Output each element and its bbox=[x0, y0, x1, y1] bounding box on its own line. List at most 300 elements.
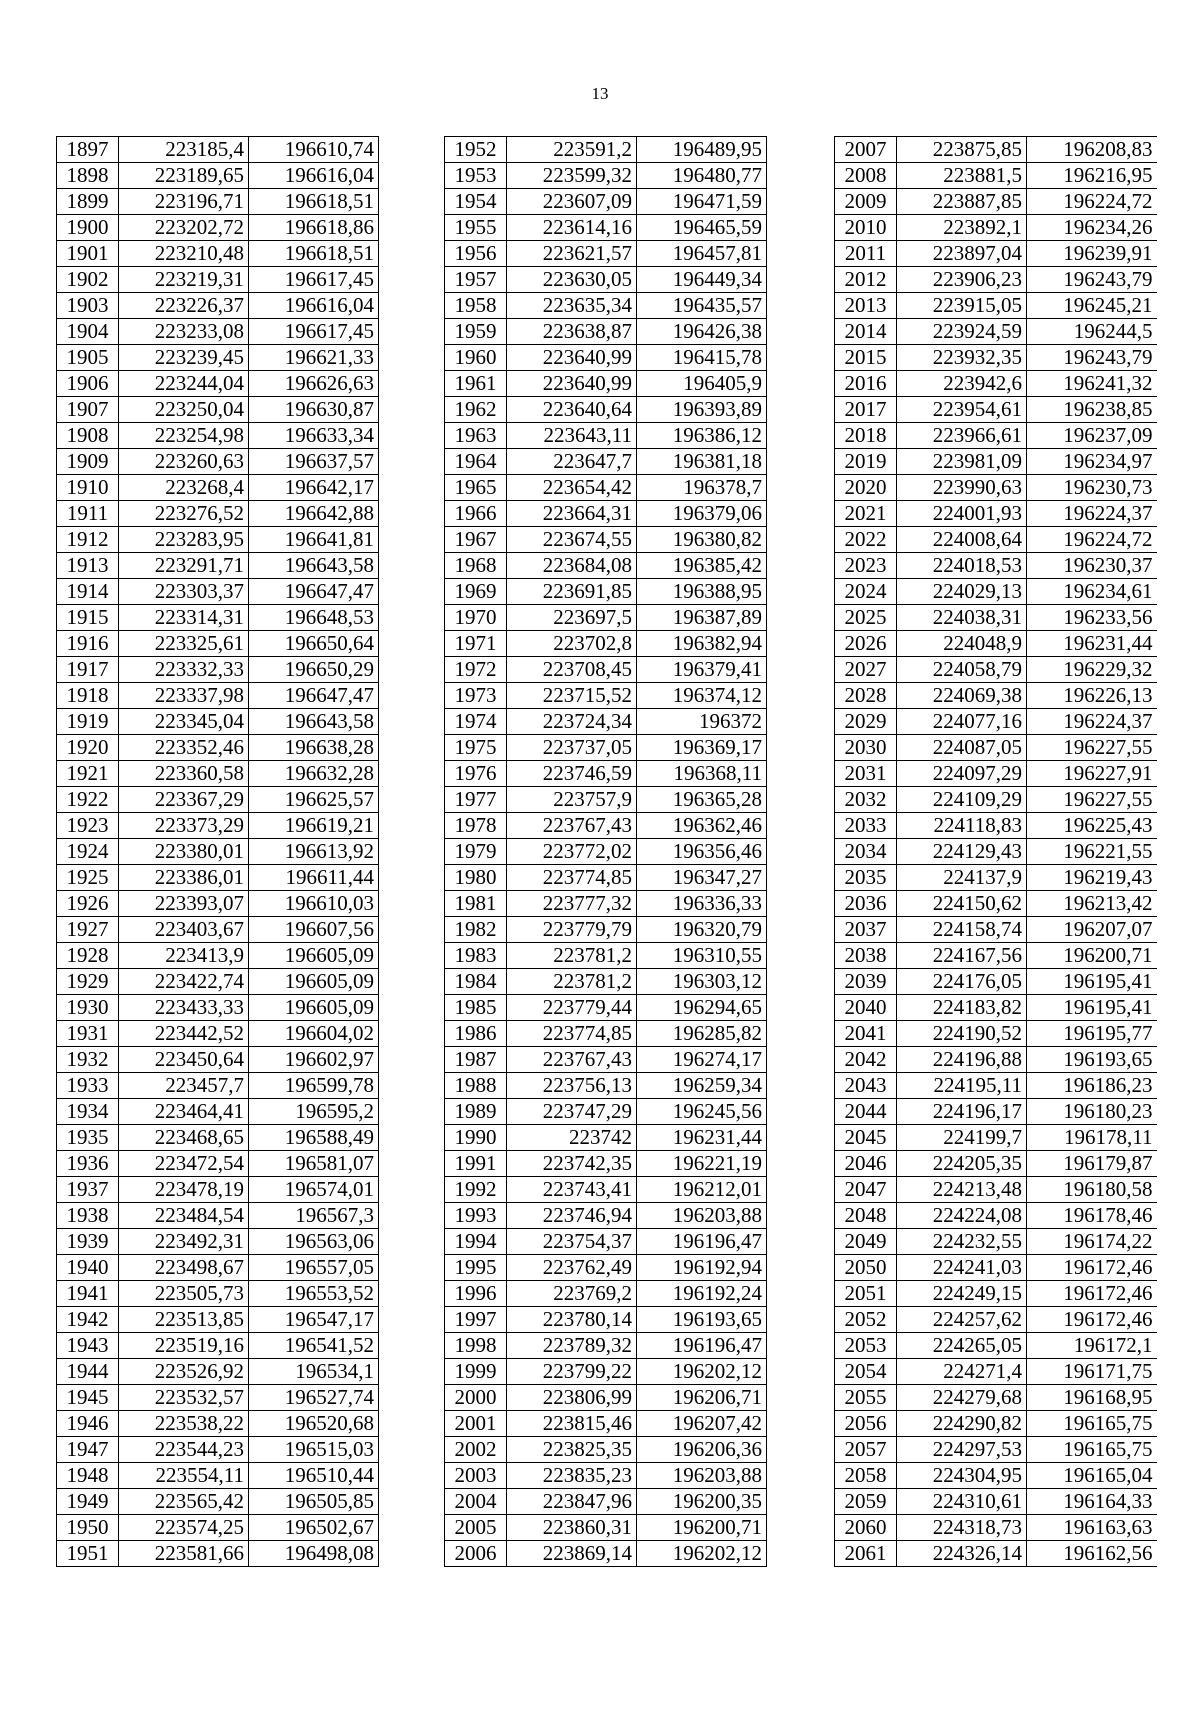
point-number-cell: 1983 bbox=[445, 943, 507, 969]
y-coordinate-cell: 196224,72 bbox=[1027, 189, 1157, 215]
point-number-cell: 2046 bbox=[835, 1151, 897, 1177]
table-row bbox=[445, 839, 767, 865]
y-coordinate-cell: 196607,56 bbox=[249, 917, 379, 943]
x-coordinate-cell: 223772,02 bbox=[507, 839, 637, 865]
table-row bbox=[57, 1255, 379, 1281]
y-coordinate-cell: 196202,12 bbox=[637, 1541, 767, 1567]
table-row bbox=[57, 553, 379, 579]
y-coordinate-cell: 196164,33 bbox=[1027, 1489, 1157, 1515]
table-row bbox=[445, 917, 767, 943]
table-row bbox=[445, 527, 767, 553]
x-coordinate-cell: 223373,29 bbox=[119, 813, 249, 839]
table-row bbox=[57, 371, 379, 397]
point-number-cell: 1954 bbox=[445, 189, 507, 215]
y-coordinate-cell: 196510,44 bbox=[249, 1463, 379, 1489]
point-number-cell: 1904 bbox=[57, 319, 119, 345]
x-coordinate-cell: 224158,74 bbox=[897, 917, 1027, 943]
table-row bbox=[57, 1359, 379, 1385]
y-coordinate-cell: 196172,46 bbox=[1027, 1255, 1157, 1281]
table-row bbox=[445, 1437, 767, 1463]
x-coordinate-cell: 223433,33 bbox=[119, 995, 249, 1021]
x-coordinate-cell: 223403,67 bbox=[119, 917, 249, 943]
table-row bbox=[835, 1203, 1157, 1229]
y-coordinate-cell: 196553,52 bbox=[249, 1281, 379, 1307]
y-coordinate-cell: 196206,71 bbox=[637, 1385, 767, 1411]
table-row bbox=[835, 813, 1157, 839]
point-number-cell: 1947 bbox=[57, 1437, 119, 1463]
x-coordinate-cell: 224257,62 bbox=[897, 1307, 1027, 1333]
y-coordinate-cell: 196208,83 bbox=[1027, 137, 1157, 163]
y-coordinate-cell: 196642,17 bbox=[249, 475, 379, 501]
y-coordinate-cell: 196386,12 bbox=[637, 423, 767, 449]
x-coordinate-cell: 223478,19 bbox=[119, 1177, 249, 1203]
point-number-cell: 1978 bbox=[445, 813, 507, 839]
point-number-cell: 1908 bbox=[57, 423, 119, 449]
table-row bbox=[445, 1229, 767, 1255]
x-coordinate-cell: 223635,34 bbox=[507, 293, 637, 319]
point-number-cell: 1948 bbox=[57, 1463, 119, 1489]
point-number-cell: 2013 bbox=[835, 293, 897, 319]
y-coordinate-cell: 196638,28 bbox=[249, 735, 379, 761]
x-coordinate-cell: 224176,05 bbox=[897, 969, 1027, 995]
point-number-cell: 1912 bbox=[57, 527, 119, 553]
point-number-cell: 2022 bbox=[835, 527, 897, 553]
y-coordinate-cell: 196179,87 bbox=[1027, 1151, 1157, 1177]
point-number-cell: 2016 bbox=[835, 371, 897, 397]
table-row bbox=[57, 137, 379, 163]
point-number-cell: 1918 bbox=[57, 683, 119, 709]
y-coordinate-cell: 196203,88 bbox=[637, 1203, 767, 1229]
y-coordinate-cell: 196174,22 bbox=[1027, 1229, 1157, 1255]
table-row bbox=[57, 1099, 379, 1125]
y-coordinate-cell: 196617,45 bbox=[249, 319, 379, 345]
y-coordinate-cell: 196227,55 bbox=[1027, 735, 1157, 761]
y-coordinate-cell: 196381,18 bbox=[637, 449, 767, 475]
x-coordinate-cell: 223202,72 bbox=[119, 215, 249, 241]
y-coordinate-cell: 196502,67 bbox=[249, 1515, 379, 1541]
y-coordinate-cell: 196213,42 bbox=[1027, 891, 1157, 917]
x-coordinate-cell: 223352,46 bbox=[119, 735, 249, 761]
point-number-cell: 2052 bbox=[835, 1307, 897, 1333]
x-coordinate-cell: 223897,04 bbox=[897, 241, 1027, 267]
y-coordinate-cell: 196362,46 bbox=[637, 813, 767, 839]
point-number-cell: 1987 bbox=[445, 1047, 507, 1073]
y-coordinate-cell: 196617,45 bbox=[249, 267, 379, 293]
x-coordinate-cell: 223283,95 bbox=[119, 527, 249, 553]
y-coordinate-cell: 196178,11 bbox=[1027, 1125, 1157, 1151]
point-number-cell: 2009 bbox=[835, 189, 897, 215]
table-row bbox=[835, 1151, 1157, 1177]
y-coordinate-cell: 196172,46 bbox=[1027, 1307, 1157, 1333]
table-row bbox=[445, 1021, 767, 1047]
point-number-cell: 1907 bbox=[57, 397, 119, 423]
y-coordinate-cell: 196230,73 bbox=[1027, 475, 1157, 501]
point-number-cell: 2059 bbox=[835, 1489, 897, 1515]
table-row bbox=[835, 1333, 1157, 1359]
point-number-cell: 1973 bbox=[445, 683, 507, 709]
point-number-cell: 1959 bbox=[445, 319, 507, 345]
table-row bbox=[445, 1255, 767, 1281]
y-coordinate-cell: 196379,06 bbox=[637, 501, 767, 527]
x-coordinate-cell: 223554,11 bbox=[119, 1463, 249, 1489]
table-row bbox=[835, 397, 1157, 423]
y-coordinate-cell: 196563,06 bbox=[249, 1229, 379, 1255]
y-coordinate-cell: 196234,97 bbox=[1027, 449, 1157, 475]
table-row bbox=[445, 1203, 767, 1229]
y-coordinate-cell: 196238,85 bbox=[1027, 397, 1157, 423]
table-row bbox=[57, 163, 379, 189]
point-number-cell: 1957 bbox=[445, 267, 507, 293]
y-coordinate-cell: 196368,11 bbox=[637, 761, 767, 787]
point-number-cell: 2005 bbox=[445, 1515, 507, 1541]
x-coordinate-cell: 223742 bbox=[507, 1125, 637, 1151]
y-coordinate-cell: 196226,13 bbox=[1027, 683, 1157, 709]
x-coordinate-cell: 223737,05 bbox=[507, 735, 637, 761]
point-number-cell: 2007 bbox=[835, 137, 897, 163]
x-coordinate-cell: 223769,2 bbox=[507, 1281, 637, 1307]
y-coordinate-cell: 196595,2 bbox=[249, 1099, 379, 1125]
table-row bbox=[57, 839, 379, 865]
point-number-cell: 1998 bbox=[445, 1333, 507, 1359]
point-number-cell: 1955 bbox=[445, 215, 507, 241]
table-row bbox=[835, 1307, 1157, 1333]
y-coordinate-cell: 196426,38 bbox=[637, 319, 767, 345]
y-coordinate-cell: 196379,41 bbox=[637, 657, 767, 683]
point-number-cell: 2060 bbox=[835, 1515, 897, 1541]
x-coordinate-cell: 223450,64 bbox=[119, 1047, 249, 1073]
point-number-cell: 1943 bbox=[57, 1333, 119, 1359]
x-coordinate-cell: 223779,44 bbox=[507, 995, 637, 1021]
point-number-cell: 1953 bbox=[445, 163, 507, 189]
point-number-cell: 2006 bbox=[445, 1541, 507, 1567]
x-coordinate-cell: 224213,48 bbox=[897, 1177, 1027, 1203]
point-number-cell: 1897 bbox=[57, 137, 119, 163]
point-number-cell: 1926 bbox=[57, 891, 119, 917]
x-coordinate-cell: 223413,9 bbox=[119, 943, 249, 969]
x-coordinate-cell: 224118,83 bbox=[897, 813, 1027, 839]
y-coordinate-cell: 196192,24 bbox=[637, 1281, 767, 1307]
x-coordinate-cell: 224326,14 bbox=[897, 1541, 1027, 1567]
point-number-cell: 2029 bbox=[835, 709, 897, 735]
y-coordinate-cell: 196200,71 bbox=[637, 1515, 767, 1541]
x-coordinate-cell: 223260,63 bbox=[119, 449, 249, 475]
y-coordinate-cell: 196186,23 bbox=[1027, 1073, 1157, 1099]
point-number-cell: 1981 bbox=[445, 891, 507, 917]
x-coordinate-cell: 223498,67 bbox=[119, 1255, 249, 1281]
x-coordinate-cell: 224087,05 bbox=[897, 735, 1027, 761]
table-row bbox=[835, 371, 1157, 397]
x-coordinate-cell: 223614,16 bbox=[507, 215, 637, 241]
x-coordinate-cell: 224290,82 bbox=[897, 1411, 1027, 1437]
y-coordinate-cell: 196604,02 bbox=[249, 1021, 379, 1047]
table-row bbox=[445, 189, 767, 215]
point-number-cell: 2057 bbox=[835, 1437, 897, 1463]
y-coordinate-cell: 196356,46 bbox=[637, 839, 767, 865]
table-row bbox=[445, 657, 767, 683]
table-row bbox=[835, 657, 1157, 683]
x-coordinate-cell: 224310,61 bbox=[897, 1489, 1027, 1515]
point-number-cell: 2027 bbox=[835, 657, 897, 683]
point-number-cell: 1946 bbox=[57, 1411, 119, 1437]
x-coordinate-cell: 223654,42 bbox=[507, 475, 637, 501]
table-row bbox=[835, 319, 1157, 345]
table-row bbox=[57, 1437, 379, 1463]
y-coordinate-cell: 196643,58 bbox=[249, 709, 379, 735]
x-coordinate-cell: 223189,65 bbox=[119, 163, 249, 189]
point-number-cell: 1991 bbox=[445, 1151, 507, 1177]
y-coordinate-cell: 196610,74 bbox=[249, 137, 379, 163]
y-coordinate-cell: 196310,55 bbox=[637, 943, 767, 969]
x-coordinate-cell: 223532,57 bbox=[119, 1385, 249, 1411]
table-row bbox=[835, 1463, 1157, 1489]
x-coordinate-cell: 223691,85 bbox=[507, 579, 637, 605]
point-number-cell: 1928 bbox=[57, 943, 119, 969]
point-number-cell: 1913 bbox=[57, 553, 119, 579]
table-row bbox=[835, 1177, 1157, 1203]
point-number-cell: 2001 bbox=[445, 1411, 507, 1437]
x-coordinate-cell: 224097,29 bbox=[897, 761, 1027, 787]
table-row bbox=[445, 267, 767, 293]
y-coordinate-cell: 196505,85 bbox=[249, 1489, 379, 1515]
point-number-cell: 2004 bbox=[445, 1489, 507, 1515]
y-coordinate-cell: 196195,77 bbox=[1027, 1021, 1157, 1047]
point-number-cell: 1956 bbox=[445, 241, 507, 267]
x-coordinate-cell: 224150,62 bbox=[897, 891, 1027, 917]
table-row bbox=[445, 1359, 767, 1385]
point-number-cell: 2034 bbox=[835, 839, 897, 865]
point-number-cell: 1927 bbox=[57, 917, 119, 943]
table-row bbox=[57, 449, 379, 475]
x-coordinate-cell: 224129,43 bbox=[897, 839, 1027, 865]
x-coordinate-cell: 223254,98 bbox=[119, 423, 249, 449]
x-coordinate-cell: 224318,73 bbox=[897, 1515, 1027, 1541]
table-row bbox=[835, 527, 1157, 553]
x-coordinate-cell: 224232,55 bbox=[897, 1229, 1027, 1255]
table-row bbox=[57, 1151, 379, 1177]
y-coordinate-cell: 196498,08 bbox=[249, 1541, 379, 1567]
y-coordinate-cell: 196244,5 bbox=[1027, 319, 1157, 345]
y-coordinate-cell: 196231,44 bbox=[637, 1125, 767, 1151]
x-coordinate-cell: 223380,01 bbox=[119, 839, 249, 865]
table-row bbox=[57, 605, 379, 631]
point-number-cell: 1971 bbox=[445, 631, 507, 657]
x-coordinate-cell: 223767,43 bbox=[507, 813, 637, 839]
table-row bbox=[57, 1203, 379, 1229]
point-number-cell: 2049 bbox=[835, 1229, 897, 1255]
table-row bbox=[57, 1229, 379, 1255]
y-coordinate-cell: 196613,92 bbox=[249, 839, 379, 865]
table-row bbox=[835, 683, 1157, 709]
x-coordinate-cell: 224297,53 bbox=[897, 1437, 1027, 1463]
y-coordinate-cell: 196163,63 bbox=[1027, 1515, 1157, 1541]
point-number-cell: 2043 bbox=[835, 1073, 897, 1099]
y-coordinate-cell: 196385,42 bbox=[637, 553, 767, 579]
table-row bbox=[445, 163, 767, 189]
point-number-cell: 2055 bbox=[835, 1385, 897, 1411]
point-number-cell: 1974 bbox=[445, 709, 507, 735]
point-number-cell: 2002 bbox=[445, 1437, 507, 1463]
y-coordinate-cell: 196547,17 bbox=[249, 1307, 379, 1333]
y-coordinate-cell: 196471,59 bbox=[637, 189, 767, 215]
y-coordinate-cell: 196229,32 bbox=[1027, 657, 1157, 683]
table-row bbox=[445, 761, 767, 787]
point-number-cell: 1994 bbox=[445, 1229, 507, 1255]
y-coordinate-cell: 196224,37 bbox=[1027, 709, 1157, 735]
y-coordinate-cell: 196637,57 bbox=[249, 449, 379, 475]
x-coordinate-cell: 224304,95 bbox=[897, 1463, 1027, 1489]
point-number-cell: 1934 bbox=[57, 1099, 119, 1125]
point-number-cell: 2038 bbox=[835, 943, 897, 969]
y-coordinate-cell: 196234,26 bbox=[1027, 215, 1157, 241]
x-coordinate-cell: 223777,32 bbox=[507, 891, 637, 917]
x-coordinate-cell: 223781,2 bbox=[507, 969, 637, 995]
x-coordinate-cell: 224241,03 bbox=[897, 1255, 1027, 1281]
x-coordinate-cell: 224205,35 bbox=[897, 1151, 1027, 1177]
point-number-cell: 2033 bbox=[835, 813, 897, 839]
table-row bbox=[445, 475, 767, 501]
point-number-cell: 1919 bbox=[57, 709, 119, 735]
x-coordinate-cell: 223250,04 bbox=[119, 397, 249, 423]
table-row bbox=[57, 813, 379, 839]
x-coordinate-cell: 223337,98 bbox=[119, 683, 249, 709]
table-row bbox=[445, 1515, 767, 1541]
y-coordinate-cell: 196239,91 bbox=[1027, 241, 1157, 267]
point-number-cell: 1903 bbox=[57, 293, 119, 319]
y-coordinate-cell: 196207,07 bbox=[1027, 917, 1157, 943]
x-coordinate-cell: 224058,79 bbox=[897, 657, 1027, 683]
x-coordinate-cell: 224001,93 bbox=[897, 501, 1027, 527]
x-coordinate-cell: 223599,32 bbox=[507, 163, 637, 189]
table-row bbox=[57, 709, 379, 735]
x-coordinate-cell: 223847,96 bbox=[507, 1489, 637, 1515]
table-row bbox=[445, 501, 767, 527]
y-coordinate-cell: 196610,03 bbox=[249, 891, 379, 917]
y-coordinate-cell: 196648,53 bbox=[249, 605, 379, 631]
x-coordinate-cell: 223519,16 bbox=[119, 1333, 249, 1359]
point-number-cell: 2008 bbox=[835, 163, 897, 189]
table-row bbox=[57, 735, 379, 761]
y-coordinate-cell: 196203,88 bbox=[637, 1463, 767, 1489]
table-row bbox=[445, 241, 767, 267]
x-coordinate-cell: 223607,09 bbox=[507, 189, 637, 215]
point-number-cell: 1986 bbox=[445, 1021, 507, 1047]
x-coordinate-cell: 224018,53 bbox=[897, 553, 1027, 579]
x-coordinate-cell: 223332,33 bbox=[119, 657, 249, 683]
point-number-cell: 1910 bbox=[57, 475, 119, 501]
table-row bbox=[835, 839, 1157, 865]
coordinates-table-3 bbox=[834, 136, 1157, 1567]
x-coordinate-cell: 223276,52 bbox=[119, 501, 249, 527]
y-coordinate-cell: 196180,23 bbox=[1027, 1099, 1157, 1125]
y-coordinate-cell: 196369,17 bbox=[637, 735, 767, 761]
x-coordinate-cell: 223244,04 bbox=[119, 371, 249, 397]
point-number-cell: 2035 bbox=[835, 865, 897, 891]
point-number-cell: 1952 bbox=[445, 137, 507, 163]
y-coordinate-cell: 196380,82 bbox=[637, 527, 767, 553]
y-coordinate-cell: 196618,86 bbox=[249, 215, 379, 241]
table-row bbox=[835, 501, 1157, 527]
table-row bbox=[445, 683, 767, 709]
point-number-cell: 1939 bbox=[57, 1229, 119, 1255]
point-number-cell: 1942 bbox=[57, 1307, 119, 1333]
table-row bbox=[57, 475, 379, 501]
x-coordinate-cell: 223835,23 bbox=[507, 1463, 637, 1489]
table-row bbox=[445, 293, 767, 319]
table-row bbox=[835, 1229, 1157, 1255]
x-coordinate-cell: 224167,56 bbox=[897, 943, 1027, 969]
y-coordinate-cell: 196195,41 bbox=[1027, 995, 1157, 1021]
x-coordinate-cell: 223574,25 bbox=[119, 1515, 249, 1541]
y-coordinate-cell: 196618,51 bbox=[249, 241, 379, 267]
table-row bbox=[57, 397, 379, 423]
point-number-cell: 1941 bbox=[57, 1281, 119, 1307]
point-number-cell: 2024 bbox=[835, 579, 897, 605]
x-coordinate-cell: 223621,57 bbox=[507, 241, 637, 267]
x-coordinate-cell: 223990,63 bbox=[897, 475, 1027, 501]
x-coordinate-cell: 223906,23 bbox=[897, 267, 1027, 293]
x-coordinate-cell: 223442,52 bbox=[119, 1021, 249, 1047]
table-row bbox=[835, 267, 1157, 293]
y-coordinate-cell: 196227,55 bbox=[1027, 787, 1157, 813]
point-number-cell: 1980 bbox=[445, 865, 507, 891]
y-coordinate-cell: 196178,46 bbox=[1027, 1203, 1157, 1229]
table-row bbox=[57, 345, 379, 371]
y-coordinate-cell: 196294,65 bbox=[637, 995, 767, 1021]
table-row bbox=[445, 1281, 767, 1307]
point-number-cell: 1911 bbox=[57, 501, 119, 527]
y-coordinate-cell: 196567,3 bbox=[249, 1203, 379, 1229]
y-coordinate-cell: 196245,21 bbox=[1027, 293, 1157, 319]
table-row bbox=[57, 787, 379, 813]
point-number-cell: 1977 bbox=[445, 787, 507, 813]
y-coordinate-cell: 196320,79 bbox=[637, 917, 767, 943]
y-coordinate-cell: 196243,79 bbox=[1027, 345, 1157, 371]
x-coordinate-cell: 223538,22 bbox=[119, 1411, 249, 1437]
point-number-cell: 1970 bbox=[445, 605, 507, 631]
point-number-cell: 1979 bbox=[445, 839, 507, 865]
x-coordinate-cell: 223513,85 bbox=[119, 1307, 249, 1333]
table-row bbox=[445, 1489, 767, 1515]
x-coordinate-cell: 223747,29 bbox=[507, 1099, 637, 1125]
point-number-cell: 1944 bbox=[57, 1359, 119, 1385]
table-row bbox=[57, 1021, 379, 1047]
table-row bbox=[57, 657, 379, 683]
table-row bbox=[835, 709, 1157, 735]
x-coordinate-cell: 223468,65 bbox=[119, 1125, 249, 1151]
point-number-cell: 2021 bbox=[835, 501, 897, 527]
point-number-cell: 1917 bbox=[57, 657, 119, 683]
x-coordinate-cell: 223367,29 bbox=[119, 787, 249, 813]
table-row bbox=[445, 1047, 767, 1073]
y-coordinate-cell: 196602,97 bbox=[249, 1047, 379, 1073]
point-number-cell: 1966 bbox=[445, 501, 507, 527]
x-coordinate-cell: 223581,66 bbox=[119, 1541, 249, 1567]
y-coordinate-cell: 196221,55 bbox=[1027, 839, 1157, 865]
table-row bbox=[57, 215, 379, 241]
y-coordinate-cell: 196285,82 bbox=[637, 1021, 767, 1047]
table-row bbox=[835, 579, 1157, 605]
table-row bbox=[835, 735, 1157, 761]
y-coordinate-cell: 196534,1 bbox=[249, 1359, 379, 1385]
point-number-cell: 2056 bbox=[835, 1411, 897, 1437]
x-coordinate-cell: 224279,68 bbox=[897, 1385, 1027, 1411]
table-row bbox=[57, 683, 379, 709]
table-row bbox=[445, 397, 767, 423]
x-coordinate-cell: 224224,08 bbox=[897, 1203, 1027, 1229]
x-coordinate-cell: 224077,16 bbox=[897, 709, 1027, 735]
x-coordinate-cell: 224271,4 bbox=[897, 1359, 1027, 1385]
point-number-cell: 2000 bbox=[445, 1385, 507, 1411]
